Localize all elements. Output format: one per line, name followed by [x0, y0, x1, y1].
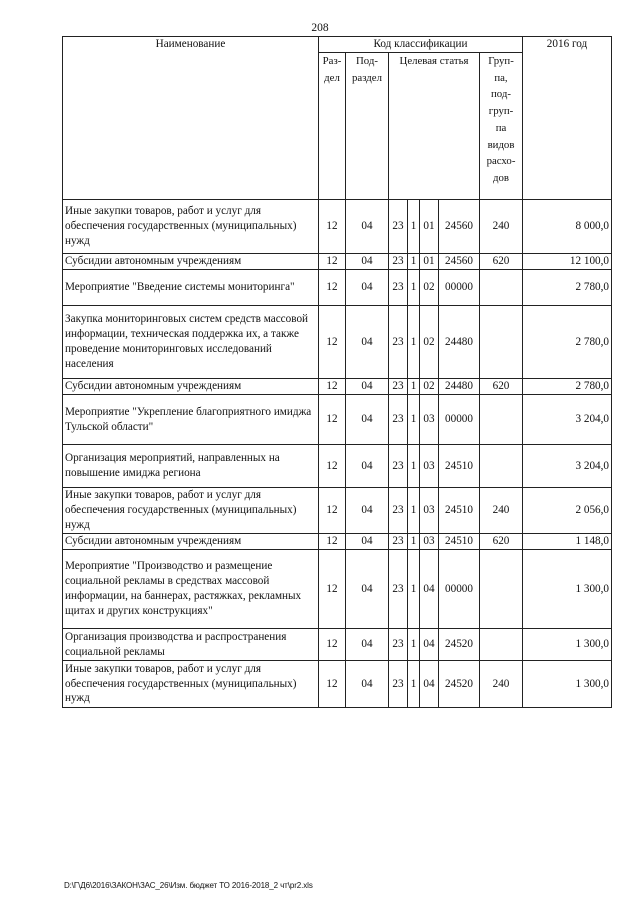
row-amount: 2 780,0 [523, 306, 612, 379]
row-subsection: 04 [346, 534, 389, 550]
row-expense-group [480, 306, 523, 379]
header-classification: Код классификации [319, 37, 523, 53]
header-year: 2016 год [523, 37, 612, 200]
row-subsection: 04 [346, 445, 389, 488]
row-target-direction: 24510 [439, 488, 480, 534]
row-amount: 1 148,0 [523, 534, 612, 550]
row-name: Иные закупки товаров, работ и услуг для обеспечения государственных (муниципальных) нужд [63, 661, 319, 708]
row-target-program: 23 [389, 270, 408, 306]
table-row [63, 629, 612, 661]
row-target-subprogram: 1 [408, 534, 420, 550]
row-target-subprogram: 1 [408, 445, 420, 488]
header-subsection [346, 53, 389, 200]
row-target-event: 03 [420, 488, 439, 534]
row-section: 12 [319, 488, 346, 534]
row-target-subprogram: 1 [408, 629, 420, 661]
row-subsection: 04 [346, 550, 389, 629]
row-section: 12 [319, 254, 346, 270]
row-section: 12 [319, 306, 346, 379]
table-row [63, 445, 612, 488]
row-section: 12 [319, 200, 346, 254]
row-subsection: 04 [346, 200, 389, 254]
row-section: 12 [319, 270, 346, 306]
row-amount: 2 780,0 [523, 379, 612, 395]
row-target-event: 04 [420, 661, 439, 708]
row-expense-group [480, 270, 523, 306]
row-section: 12 [319, 379, 346, 395]
row-target-program: 23 [389, 629, 408, 661]
row-target-direction: 24560 [439, 254, 480, 270]
row-section: 12 [319, 629, 346, 661]
row-target-subprogram: 1 [408, 488, 420, 534]
row-subsection: 04 [346, 379, 389, 395]
row-amount: 1 300,0 [523, 661, 612, 708]
row-subsection: 04 [346, 629, 389, 661]
table-row [63, 488, 612, 534]
row-target-direction: 24480 [439, 306, 480, 379]
row-target-direction: 24510 [439, 534, 480, 550]
row-amount: 2 780,0 [523, 270, 612, 306]
row-target-direction: 00000 [439, 270, 480, 306]
header-target: Целевая статья [389, 53, 480, 200]
row-target-program: 23 [389, 306, 408, 379]
table-row [63, 534, 612, 550]
row-name: Субсидии автономным учреждениям [63, 534, 319, 550]
table-body [63, 200, 612, 708]
row-target-direction: 24520 [439, 661, 480, 708]
row-amount: 8 000,0 [523, 200, 612, 254]
row-expense-group: 620 [480, 379, 523, 395]
row-target-program: 23 [389, 445, 408, 488]
row-target-program: 23 [389, 395, 408, 445]
row-name: Мероприятие "Производство и размещение социальной рекламы в средствах массовой информации, на баннерах, растяжках, рекламных щитах и других конструкциях" [63, 550, 319, 629]
header-group-text: Груп- па, под- груп- па видов расхо- дов [486, 55, 516, 185]
header-group [480, 53, 523, 200]
file-path-footer: D:\Г\Д6\2016\ЗАКОН\ЗАС_26\Изм. бюджет ТО 2016-2018_2 чт\pr2.xls [64, 881, 313, 890]
row-target-subprogram: 1 [408, 395, 420, 445]
table-row [63, 395, 612, 445]
row-target-direction: 00000 [439, 395, 480, 445]
row-expense-group: 240 [480, 200, 523, 254]
row-target-event: 04 [420, 629, 439, 661]
row-name: Закупка мониторинговых систем средств массовой информации, техническая поддержка их, а также проведение мониторинговых исследований населения [63, 306, 319, 379]
row-target-event: 03 [420, 395, 439, 445]
header-section-text: Раз- дел [322, 55, 342, 84]
row-target-program: 23 [389, 550, 408, 629]
row-target-subprogram: 1 [408, 254, 420, 270]
page-number: 208 [311, 22, 329, 34]
row-name: Организация мероприятий, направленных на повышение имиджа региона [63, 445, 319, 488]
row-target-program: 23 [389, 661, 408, 708]
row-amount: 3 204,0 [523, 395, 612, 445]
row-subsection: 04 [346, 306, 389, 379]
table-row [63, 200, 612, 254]
row-target-program: 23 [389, 534, 408, 550]
row-amount: 12 100,0 [523, 254, 612, 270]
table-row [63, 254, 612, 270]
row-subsection: 04 [346, 254, 389, 270]
row-target-event: 01 [420, 254, 439, 270]
row-expense-group [480, 395, 523, 445]
row-expense-group [480, 550, 523, 629]
table-row [63, 550, 612, 629]
row-expense-group: 240 [480, 661, 523, 708]
row-amount: 1 300,0 [523, 629, 612, 661]
row-name: Организация производства и распространения социальной рекламы [63, 629, 319, 661]
row-target-program: 23 [389, 488, 408, 534]
row-amount: 1 300,0 [523, 550, 612, 629]
row-subsection: 04 [346, 661, 389, 708]
row-subsection: 04 [346, 270, 389, 306]
row-target-direction: 24480 [439, 379, 480, 395]
table-row [63, 306, 612, 379]
row-target-direction: 24510 [439, 445, 480, 488]
row-target-event: 03 [420, 445, 439, 488]
table-row [63, 379, 612, 395]
budget-table [62, 36, 612, 708]
row-section: 12 [319, 661, 346, 708]
row-target-program: 23 [389, 200, 408, 254]
header-subsection-text: Под- раздел [352, 55, 382, 84]
row-target-program: 23 [389, 254, 408, 270]
row-expense-group: 620 [480, 534, 523, 550]
row-expense-group [480, 629, 523, 661]
header-section [319, 53, 346, 200]
row-expense-group: 620 [480, 254, 523, 270]
row-section: 12 [319, 534, 346, 550]
row-section: 12 [319, 550, 346, 629]
row-target-subprogram: 1 [408, 306, 420, 379]
row-name: Мероприятие "Введение системы мониторинга" [63, 270, 319, 306]
row-target-event: 02 [420, 379, 439, 395]
row-section: 12 [319, 445, 346, 488]
table-row [63, 661, 612, 708]
row-target-event: 01 [420, 200, 439, 254]
row-subsection: 04 [346, 395, 389, 445]
row-expense-group [480, 445, 523, 488]
row-name: Субсидии автономным учреждениям [63, 379, 319, 395]
row-target-event: 04 [420, 550, 439, 629]
row-target-direction: 24520 [439, 629, 480, 661]
row-target-event: 02 [420, 270, 439, 306]
row-target-direction: 00000 [439, 550, 480, 629]
table-row [63, 270, 612, 306]
row-name: Иные закупки товаров, работ и услуг для обеспечения государственных (муниципальных) нужд [63, 200, 319, 254]
row-target-subprogram: 1 [408, 550, 420, 629]
row-target-subprogram: 1 [408, 270, 420, 306]
row-name: Субсидии автономным учреждениям [63, 254, 319, 270]
row-target-program: 23 [389, 379, 408, 395]
header-name: Наименование [63, 37, 319, 200]
row-target-event: 02 [420, 306, 439, 379]
row-target-subprogram: 1 [408, 379, 420, 395]
row-amount: 2 056,0 [523, 488, 612, 534]
row-target-subprogram: 1 [408, 200, 420, 254]
row-target-direction: 24560 [439, 200, 480, 254]
row-target-event: 03 [420, 534, 439, 550]
row-amount: 3 204,0 [523, 445, 612, 488]
row-section: 12 [319, 395, 346, 445]
row-subsection: 04 [346, 488, 389, 534]
row-name: Мероприятие "Укрепление благоприятного имиджа Тульской области" [63, 395, 319, 445]
row-target-subprogram: 1 [408, 661, 420, 708]
table-header [63, 37, 612, 200]
row-name: Иные закупки товаров, работ и услуг для обеспечения государственных (муниципальных) нужд [63, 488, 319, 534]
row-expense-group: 240 [480, 488, 523, 534]
